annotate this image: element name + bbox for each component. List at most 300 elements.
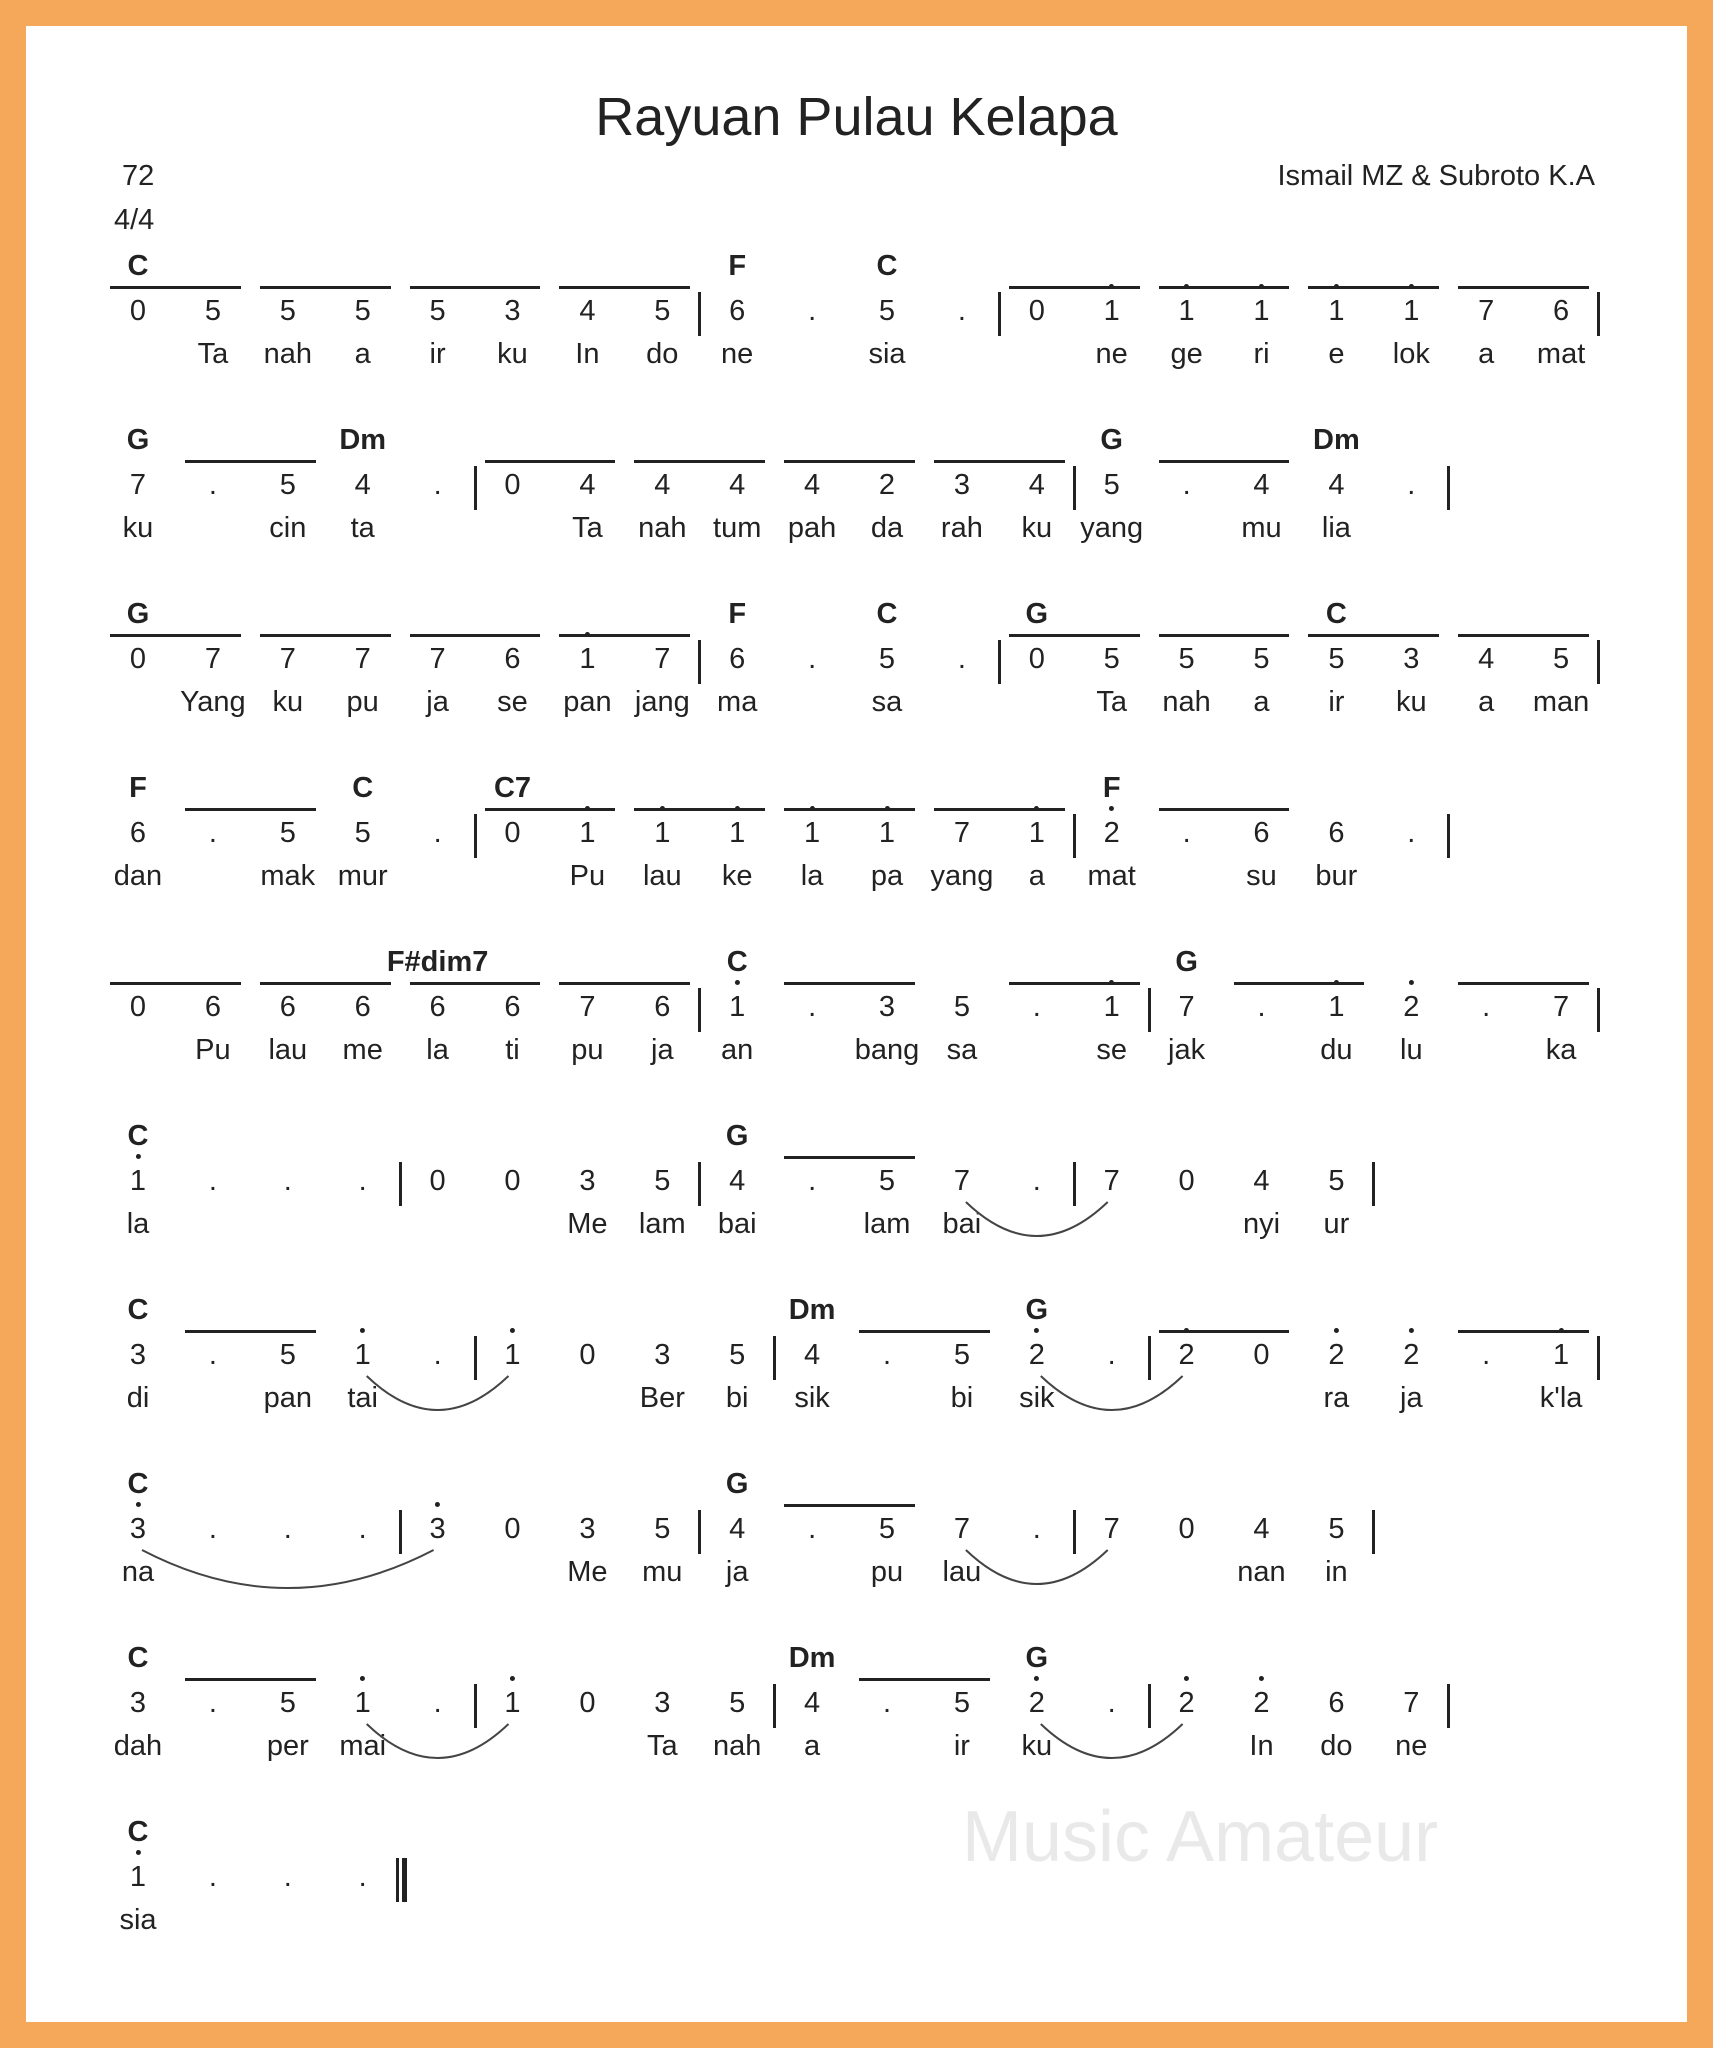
tie-layer — [0, 1642, 1713, 1792]
lyric-syllable: jang — [634, 686, 690, 718]
note-dot — [1407, 468, 1415, 502]
lyric-syllable: a — [1478, 338, 1495, 370]
note-value: 1 — [1178, 295, 1195, 327]
note-value: 5 — [279, 1339, 296, 1371]
note-digit — [355, 1338, 371, 1372]
beam-line — [1458, 1330, 1589, 1333]
lyric-syllable: in — [1325, 1556, 1348, 1588]
lyric-syllable: mat — [1536, 338, 1586, 370]
note-digit — [130, 1860, 146, 1894]
beam-line — [1009, 982, 1140, 985]
barline — [1148, 1336, 1151, 1380]
note-digit — [1553, 1338, 1569, 1372]
octave-up-dot — [135, 1502, 140, 1507]
note-value: 3 — [953, 469, 970, 501]
note-digit — [654, 1512, 670, 1546]
note-dot — [434, 1686, 442, 1720]
note-value: 6 — [654, 991, 671, 1023]
chord-symbol: G — [1025, 598, 1049, 630]
note-value: 0 — [1253, 1339, 1270, 1371]
barline — [698, 1162, 701, 1206]
lyric-syllable: ir — [429, 338, 446, 370]
lyric-syllable: Pu — [569, 860, 606, 892]
lyric-syllable: Pu — [195, 1034, 231, 1066]
beam-line — [559, 982, 690, 985]
note-value: 2 — [1328, 1339, 1345, 1371]
tempo-marking: 72 — [122, 160, 155, 192]
beam-line — [1009, 634, 1140, 637]
lyric-syllable: lau — [642, 860, 682, 892]
lyric-syllable: di — [126, 1382, 150, 1414]
barline — [474, 466, 477, 510]
lyric-syllable: ku — [1021, 1730, 1053, 1762]
note-value: 7 — [1553, 991, 1570, 1023]
note-digit — [280, 990, 296, 1024]
note-digit — [879, 1164, 895, 1198]
lyric-syllable: nah — [263, 338, 312, 370]
note-value: . — [882, 1687, 892, 1719]
note-dot — [808, 642, 816, 676]
beam-line — [1159, 634, 1290, 637]
lyric-syllable: se — [497, 686, 528, 718]
note-digit — [1328, 990, 1344, 1024]
note-value: 2 — [1403, 991, 1420, 1023]
note-value: 1 — [1103, 991, 1120, 1023]
chord-symbol: F — [728, 598, 747, 630]
lyric-syllable: ne — [1395, 1730, 1428, 1762]
note-digit — [504, 1164, 520, 1198]
note-digit — [1029, 294, 1045, 328]
note-digit — [954, 816, 970, 850]
note-value: . — [808, 643, 817, 675]
note-digit — [355, 294, 371, 328]
barline — [1597, 1336, 1600, 1380]
note-value: 5 — [1103, 469, 1120, 501]
lyric-syllable: nyi — [1242, 1208, 1281, 1240]
lyric-syllable: ku — [497, 338, 528, 370]
beam-line — [110, 634, 241, 637]
lyric-syllable: dah — [113, 1730, 163, 1762]
note-value: 4 — [1253, 469, 1270, 501]
lyric-syllable: per — [266, 1730, 309, 1762]
lyric-syllable: In — [575, 338, 600, 370]
note-digit — [130, 1164, 146, 1198]
barline — [474, 1684, 477, 1728]
chord-symbol: F#dim7 — [386, 946, 489, 978]
lyric-syllable: mat — [1087, 860, 1136, 892]
note-digit — [130, 990, 146, 1024]
note-value: 4 — [1253, 1513, 1270, 1545]
octave-up-dot — [1034, 1328, 1039, 1333]
barline — [1447, 1684, 1450, 1728]
note-digit — [804, 1338, 820, 1372]
notation-system — [0, 1816, 1713, 1966]
note-digit — [1179, 1164, 1195, 1198]
note-digit — [1104, 1164, 1120, 1198]
beam-line — [1159, 286, 1290, 289]
tie-arc — [367, 1376, 509, 1410]
note-digit — [654, 990, 670, 1024]
note-digit — [1179, 1686, 1195, 1720]
note-value: 7 — [429, 643, 446, 675]
lyric-syllable: ra — [1323, 1382, 1350, 1414]
lyric-syllable: Me — [567, 1208, 608, 1240]
note-value: 1 — [729, 991, 746, 1023]
notation-system — [0, 946, 1713, 1096]
note-value: . — [433, 817, 442, 849]
lyric-syllable: mai — [339, 1730, 387, 1762]
lyric-syllable: dan — [113, 860, 163, 892]
note-digit — [1253, 642, 1269, 676]
beam-line — [934, 808, 1065, 811]
chord-symbol: C — [1325, 598, 1347, 630]
chord-symbol: G — [1175, 946, 1198, 978]
lyric-syllable: su — [1246, 860, 1277, 892]
note-value: 1 — [579, 817, 596, 849]
note-dot — [1183, 816, 1191, 850]
note-digit — [804, 1686, 820, 1720]
note-value: 4 — [579, 469, 596, 501]
note-digit — [1403, 1686, 1419, 1720]
note-value: . — [358, 1513, 367, 1545]
note-digit — [954, 1164, 970, 1198]
lyric-syllable: lau — [268, 1034, 308, 1066]
barline — [1073, 1162, 1076, 1206]
lyric-syllable: Ta — [1096, 686, 1128, 718]
note-value: 1 — [504, 1687, 521, 1719]
chord-symbol: Dm — [788, 1642, 836, 1674]
notation-system — [0, 1120, 1713, 1270]
note-digit — [579, 1164, 595, 1198]
lyric-syllable: an — [721, 1034, 754, 1066]
note-digit — [654, 1164, 670, 1198]
note-value: 2 — [1178, 1339, 1195, 1371]
beam-line — [784, 1156, 915, 1159]
chord-symbol: Dm — [1313, 424, 1360, 456]
octave-up-dot — [1109, 980, 1114, 985]
note-dot — [1482, 990, 1490, 1024]
note-digit — [1253, 1338, 1269, 1372]
lyric-syllable: sik — [1019, 1382, 1055, 1414]
note-value: . — [208, 817, 217, 849]
lyric-syllable: man — [1532, 686, 1590, 718]
composer-credit: Ismail MZ & Subroto K.A — [1277, 160, 1595, 192]
beam-line — [410, 982, 541, 985]
lyric-syllable: ri — [1253, 338, 1270, 370]
note-value: 2 — [878, 469, 896, 501]
barline — [773, 1336, 776, 1380]
octave-up-dot — [1409, 1328, 1414, 1333]
beam-line — [410, 286, 541, 289]
lyric-syllable: mak — [260, 860, 316, 892]
note-digit — [804, 816, 820, 850]
note-value: . — [208, 1339, 217, 1371]
lyric-syllable: bang — [854, 1034, 920, 1066]
note-digit — [579, 1512, 595, 1546]
note-value: 5 — [279, 469, 296, 501]
note-digit — [1328, 294, 1344, 328]
lyric-syllable: pan — [563, 686, 612, 718]
note-value: 4 — [654, 469, 671, 501]
note-value: 5 — [354, 295, 371, 327]
note-value: 2 — [1103, 817, 1120, 849]
note-digit — [654, 468, 670, 502]
lyric-syllable: ja — [1400, 1382, 1423, 1414]
note-value: . — [1482, 991, 1491, 1023]
note-digit — [1029, 1338, 1045, 1372]
beam-line — [784, 1504, 915, 1507]
note-digit — [355, 642, 371, 676]
note-digit — [1104, 642, 1120, 676]
note-digit — [1179, 642, 1195, 676]
beam-line — [559, 634, 690, 637]
note-value: . — [208, 1165, 217, 1197]
note-value: 1 — [729, 817, 746, 849]
note-value: 1 — [129, 1165, 147, 1197]
barline — [998, 292, 1001, 336]
note-digit — [1328, 1164, 1344, 1198]
note-digit — [729, 990, 745, 1024]
beam-line — [784, 460, 915, 463]
note-digit — [654, 816, 670, 850]
beam-line — [110, 286, 241, 289]
note-dot — [284, 1860, 292, 1894]
chord-symbol: C7 — [493, 772, 532, 804]
lyric-syllable: bur — [1315, 860, 1358, 892]
note-value: 3 — [654, 1339, 671, 1371]
beam-line — [634, 460, 765, 463]
note-value: 0 — [504, 469, 521, 501]
lyric-syllable: In — [1249, 1730, 1274, 1762]
octave-up-dot — [884, 806, 889, 811]
lyric-syllable: pa — [870, 860, 904, 892]
note-value: . — [208, 1861, 217, 1893]
chord-symbol: C — [127, 1120, 149, 1152]
lyric-syllable: a — [354, 338, 371, 370]
note-digit — [579, 990, 595, 1024]
lyric-syllable: yang — [930, 860, 994, 892]
note-value: 5 — [204, 295, 221, 327]
note-value: 2 — [1028, 1339, 1045, 1371]
note-dot — [359, 1512, 367, 1546]
note-value: . — [283, 1861, 292, 1893]
beam-line — [185, 808, 316, 811]
lyric-syllable: sa — [946, 1034, 978, 1066]
note-dot — [883, 1686, 891, 1720]
beam-line — [485, 460, 616, 463]
lyric-syllable: e — [1328, 338, 1345, 370]
note-value: 7 — [279, 643, 296, 675]
note-value: 6 — [204, 991, 221, 1023]
lyric-syllable: la — [800, 860, 824, 892]
note-value: 7 — [654, 643, 671, 675]
octave-up-dot — [1109, 284, 1114, 289]
octave-up-dot — [1409, 284, 1414, 289]
note-digit — [280, 294, 296, 328]
note-value: . — [1182, 817, 1191, 849]
note-digit — [729, 1686, 745, 1720]
note-digit — [504, 1686, 520, 1720]
barline — [698, 640, 701, 684]
note-digit — [1179, 294, 1195, 328]
barline — [399, 1162, 402, 1206]
beam-line — [260, 286, 391, 289]
note-digit — [1328, 1512, 1344, 1546]
barline — [474, 814, 477, 858]
note-value: 4 — [804, 1687, 821, 1719]
note-value: 5 — [1553, 643, 1570, 675]
note-digit — [729, 1512, 745, 1546]
beam-line — [410, 634, 541, 637]
note-value: 5 — [279, 817, 296, 849]
note-dot — [1033, 1164, 1041, 1198]
beam-line — [1458, 634, 1589, 637]
note-value: 6 — [1328, 817, 1345, 849]
note-digit — [1179, 990, 1195, 1024]
octave-up-dot — [1034, 806, 1039, 811]
barline — [1073, 1510, 1076, 1554]
note-digit — [1253, 1164, 1269, 1198]
barline — [1073, 814, 1076, 858]
barline — [1073, 466, 1076, 510]
chord-symbol: Dm — [339, 424, 387, 456]
note-digit — [1328, 1338, 1344, 1372]
note-digit — [729, 1164, 745, 1198]
note-dot — [284, 1512, 292, 1546]
note-digit — [1403, 294, 1419, 328]
note-value: 3 — [504, 295, 521, 327]
note-value: 1 — [1328, 295, 1345, 327]
note-value: 6 — [354, 991, 371, 1023]
lyric-syllable: lam — [638, 1208, 686, 1240]
note-dot — [209, 1338, 217, 1372]
note-value: 1 — [1028, 817, 1045, 849]
note-value: 0 — [579, 1687, 596, 1719]
note-digit — [1179, 1338, 1195, 1372]
octave-up-dot — [1184, 1676, 1189, 1681]
lyric-syllable: bai — [942, 1208, 982, 1240]
note-value: 3 — [654, 1687, 671, 1719]
note-value: 3 — [129, 1513, 147, 1545]
lyric-syllable: Yang — [180, 686, 246, 718]
octave-up-dot — [435, 1502, 440, 1507]
lyric-syllable: la — [426, 1034, 449, 1066]
lyric-syllable: sa — [871, 686, 903, 718]
note-value: 0 — [1178, 1165, 1195, 1197]
lyric-syllable: nah — [638, 512, 687, 544]
beam-line — [185, 1330, 316, 1333]
note-digit — [954, 990, 970, 1024]
lyric-syllable: ge — [1170, 338, 1203, 370]
notation-system — [0, 1294, 1713, 1444]
note-value: 7 — [1403, 1687, 1420, 1719]
note-digit — [654, 1686, 670, 1720]
note-value: 1 — [804, 817, 821, 849]
note-dot — [359, 1860, 367, 1894]
note-value: 5 — [1328, 1165, 1345, 1197]
barline — [773, 1684, 776, 1728]
note-dot — [1033, 990, 1041, 1024]
note-digit — [430, 1164, 446, 1198]
note-digit — [1029, 816, 1045, 850]
note-value: . — [208, 1687, 217, 1719]
lyric-syllable: bai — [717, 1208, 757, 1240]
octave-up-dot — [510, 1328, 515, 1333]
note-value: . — [433, 469, 442, 501]
note-value: 3 — [129, 1687, 147, 1719]
final-barline — [396, 1858, 406, 1902]
lyric-syllable: cin — [269, 512, 307, 544]
note-digit — [1104, 468, 1120, 502]
note-digit — [355, 468, 371, 502]
beam-line — [934, 460, 1065, 463]
note-value: 7 — [953, 1513, 970, 1545]
lyric-syllable: sia — [119, 1904, 157, 1936]
octave-up-dot — [1334, 1328, 1339, 1333]
octave-up-dot — [135, 1154, 140, 1159]
notation-system — [0, 598, 1713, 748]
note-value: 1 — [354, 1687, 371, 1719]
note-digit — [879, 816, 895, 850]
octave-up-dot — [1559, 1328, 1564, 1333]
note-digit — [804, 468, 820, 502]
beam-line — [1159, 460, 1290, 463]
note-value: 5 — [1103, 643, 1120, 675]
note-value: 7 — [1103, 1513, 1120, 1545]
note-digit — [280, 816, 296, 850]
note-value: 1 — [354, 1339, 371, 1371]
note-value: 5 — [354, 817, 371, 849]
beam-line — [260, 982, 391, 985]
lyric-syllable: pu — [346, 686, 379, 718]
note-value: . — [1182, 469, 1191, 501]
note-digit — [729, 816, 745, 850]
chord-symbol: C — [352, 772, 374, 804]
lyric-syllable: sik — [794, 1382, 830, 1414]
lyric-syllable: ja — [426, 686, 449, 718]
octave-up-dot — [735, 806, 740, 811]
note-digit — [1403, 990, 1419, 1024]
note-digit — [430, 294, 446, 328]
beam-line — [1159, 1330, 1290, 1333]
note-digit — [130, 1512, 146, 1546]
note-digit — [729, 642, 745, 676]
octave-up-dot — [1109, 806, 1114, 811]
note-value: 4 — [729, 1513, 746, 1545]
note-digit — [205, 990, 221, 1024]
note-dot — [434, 816, 442, 850]
lyric-syllable: lok — [1392, 338, 1430, 370]
lyric-syllable: ir — [1328, 686, 1345, 718]
note-value: 4 — [729, 1165, 746, 1197]
note-dot — [209, 1860, 217, 1894]
note-dot — [434, 1338, 442, 1372]
note-value: . — [283, 1165, 292, 1197]
note-digit — [729, 468, 745, 502]
note-value: 2 — [1178, 1687, 1195, 1719]
chord-symbol: C — [127, 1642, 149, 1674]
note-dot — [958, 294, 966, 328]
note-value: 6 — [129, 817, 147, 849]
note-value: . — [1032, 1513, 1041, 1545]
barline — [474, 1336, 477, 1380]
note-dot — [209, 1686, 217, 1720]
lyric-syllable: a — [1253, 686, 1270, 718]
lyric-syllable: Ta — [197, 338, 229, 370]
note-value: 7 — [129, 469, 147, 501]
octave-up-dot — [585, 806, 590, 811]
lyric-syllable: pu — [571, 1034, 604, 1066]
